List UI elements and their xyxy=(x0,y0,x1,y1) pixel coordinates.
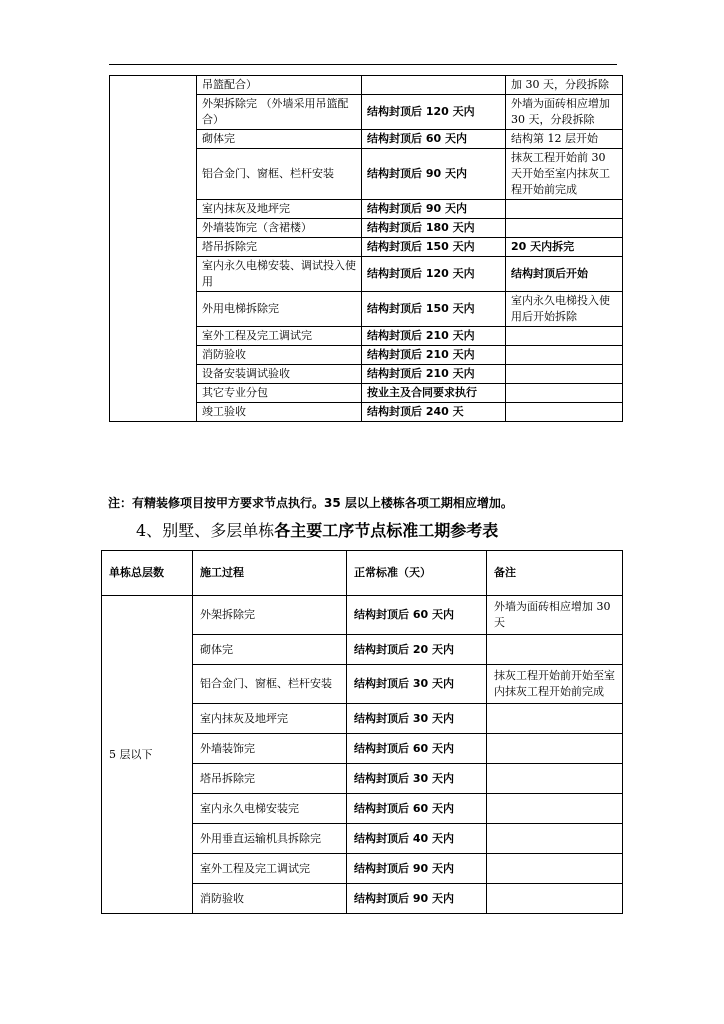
header-standard: 正常标准（天） xyxy=(347,551,487,596)
remarks-cell xyxy=(487,734,623,764)
standard-cell: 结构封顶后 210 天内 xyxy=(362,327,506,346)
remarks-cell: 结构第 12 层开始 xyxy=(506,130,623,149)
standard-cell: 结构封顶后 90 天内 xyxy=(362,149,506,200)
schedule-table-continued-body xyxy=(110,76,623,422)
process-cell: 砌体完 xyxy=(193,635,347,665)
floors-cell xyxy=(110,76,197,422)
remarks-cell xyxy=(506,403,623,422)
process-cell: 室外工程及完工调试完 xyxy=(193,854,347,884)
remarks-cell xyxy=(487,824,623,854)
process-cell: 外架拆除完 （外墙采用吊篮配合） xyxy=(197,95,362,130)
villa-schedule-table-body xyxy=(102,596,623,914)
header-process: 施工过程 xyxy=(193,551,347,596)
remarks-cell xyxy=(487,854,623,884)
process-cell: 室内抹灰及地坪完 xyxy=(193,704,347,734)
remarks-cell: 结构封顶后开始 xyxy=(506,257,623,292)
remarks-cell xyxy=(487,704,623,734)
standard-cell: 结构封顶后 180 天内 xyxy=(362,219,506,238)
remarks-cell xyxy=(506,200,623,219)
process-cell: 设备安装调试验收 xyxy=(197,365,362,384)
standard-cell: 结构封顶后 120 天内 xyxy=(362,95,506,130)
villa-schedule-table xyxy=(101,550,623,914)
standard-cell: 结构封顶后 40 天内 xyxy=(347,824,487,854)
standard-cell: 结构封顶后 90 天内 xyxy=(347,854,487,884)
remarks-cell xyxy=(506,346,623,365)
header-remarks: 备注 xyxy=(487,551,623,596)
process-cell: 竣工验收 xyxy=(197,403,362,422)
floors-tier-cell: 5 层以下 xyxy=(102,596,193,914)
header-floors: 单栋总层数 xyxy=(102,551,193,596)
process-cell: 吊篮配合） xyxy=(197,76,362,95)
standard-cell: 按业主及合同要求执行 xyxy=(362,384,506,403)
standard-cell: 结构封顶后 90 天内 xyxy=(362,200,506,219)
remarks-cell xyxy=(506,219,623,238)
process-cell: 室内抹灰及地坪完 xyxy=(197,200,362,219)
remarks-cell: 抹灰工程开始前开始至室内抹灰工程开始前完成 xyxy=(487,665,623,704)
process-cell: 塔吊拆除完 xyxy=(197,238,362,257)
standard-cell: 结构封顶后 60 天内 xyxy=(347,596,487,635)
section-title-bold: 各主要工序节点标准工期参考表 xyxy=(274,521,499,540)
section-title-plain: 别墅、多层单栋 xyxy=(162,521,275,540)
remarks-cell xyxy=(506,365,623,384)
process-cell: 其它专业分包 xyxy=(197,384,362,403)
table-note: 注：有精装修项目按甲方要求节点执行。35 层以上楼栋各项工期相应增加。 xyxy=(108,496,513,510)
process-cell: 塔吊拆除完 xyxy=(193,764,347,794)
standard-cell: 结构封顶后 150 天内 xyxy=(362,292,506,327)
standard-cell: 结构封顶后 30 天内 xyxy=(347,764,487,794)
process-cell: 砌体完 xyxy=(197,130,362,149)
process-cell: 外墙装饰完（含裙楼） xyxy=(197,219,362,238)
process-cell: 消防验收 xyxy=(193,884,347,914)
standard-cell: 结构封顶后 60 天内 xyxy=(362,130,506,149)
table-row xyxy=(102,596,623,635)
standard-cell: 结构封顶后 30 天内 xyxy=(347,704,487,734)
standard-cell: 结构封顶后 30 天内 xyxy=(347,665,487,704)
remarks-cell: 加 30 天，分段拆除 xyxy=(506,76,623,95)
remarks-cell: 20 天内拆完 xyxy=(506,238,623,257)
remarks-cell xyxy=(487,884,623,914)
process-cell: 室内永久电梯安装、调试投入使用 xyxy=(197,257,362,292)
standard-cell: 结构封顶后 120 天内 xyxy=(362,257,506,292)
process-cell: 外用垂直运输机具拆除完 xyxy=(193,824,347,854)
remarks-cell: 外墙为面砖相应增加 30 天 xyxy=(487,596,623,635)
remarks-cell xyxy=(487,794,623,824)
process-cell: 铝合金门、窗框、栏杆安装 xyxy=(197,149,362,200)
remarks-cell xyxy=(506,327,623,346)
standard-cell: 结构封顶后 90 天内 xyxy=(347,884,487,914)
standard-cell: 结构封顶后 20 天内 xyxy=(347,635,487,665)
process-cell: 外墙装饰完 xyxy=(193,734,347,764)
schedule-table-continued xyxy=(109,75,623,422)
section-heading xyxy=(136,518,636,541)
section-number: 4、 xyxy=(136,521,163,540)
standard-cell: 结构封顶后 210 天内 xyxy=(362,346,506,365)
remarks-cell: 室内永久电梯投入使用后开始拆除 xyxy=(506,292,623,327)
process-cell: 铝合金门、窗框、栏杆安装 xyxy=(193,665,347,704)
standard-cell: 结构封顶后 60 天内 xyxy=(347,794,487,824)
remarks-cell: 外墙为面砖相应增加 30 天，分段拆除 xyxy=(506,95,623,130)
process-cell: 外用电梯拆除完 xyxy=(197,292,362,327)
remarks-cell xyxy=(487,764,623,794)
standard-cell xyxy=(362,76,506,95)
remarks-cell xyxy=(506,384,623,403)
standard-cell: 结构封顶后 240 天 xyxy=(362,403,506,422)
standard-cell: 结构封顶后 210 天内 xyxy=(362,365,506,384)
table-header-row xyxy=(102,551,623,596)
process-cell: 室外工程及完工调试完 xyxy=(197,327,362,346)
remarks-cell xyxy=(487,635,623,665)
standard-cell: 结构封顶后 60 天内 xyxy=(347,734,487,764)
standard-cell: 结构封顶后 150 天内 xyxy=(362,238,506,257)
remarks-cell: 抹灰工程开始前 30 天开始至室内抹灰工程开始前完成 xyxy=(506,149,623,200)
table-row xyxy=(110,76,623,95)
process-cell: 室内永久电梯安装完 xyxy=(193,794,347,824)
page-header-rule xyxy=(109,64,617,65)
process-cell: 消防验收 xyxy=(197,346,362,365)
process-cell: 外架拆除完 xyxy=(193,596,347,635)
